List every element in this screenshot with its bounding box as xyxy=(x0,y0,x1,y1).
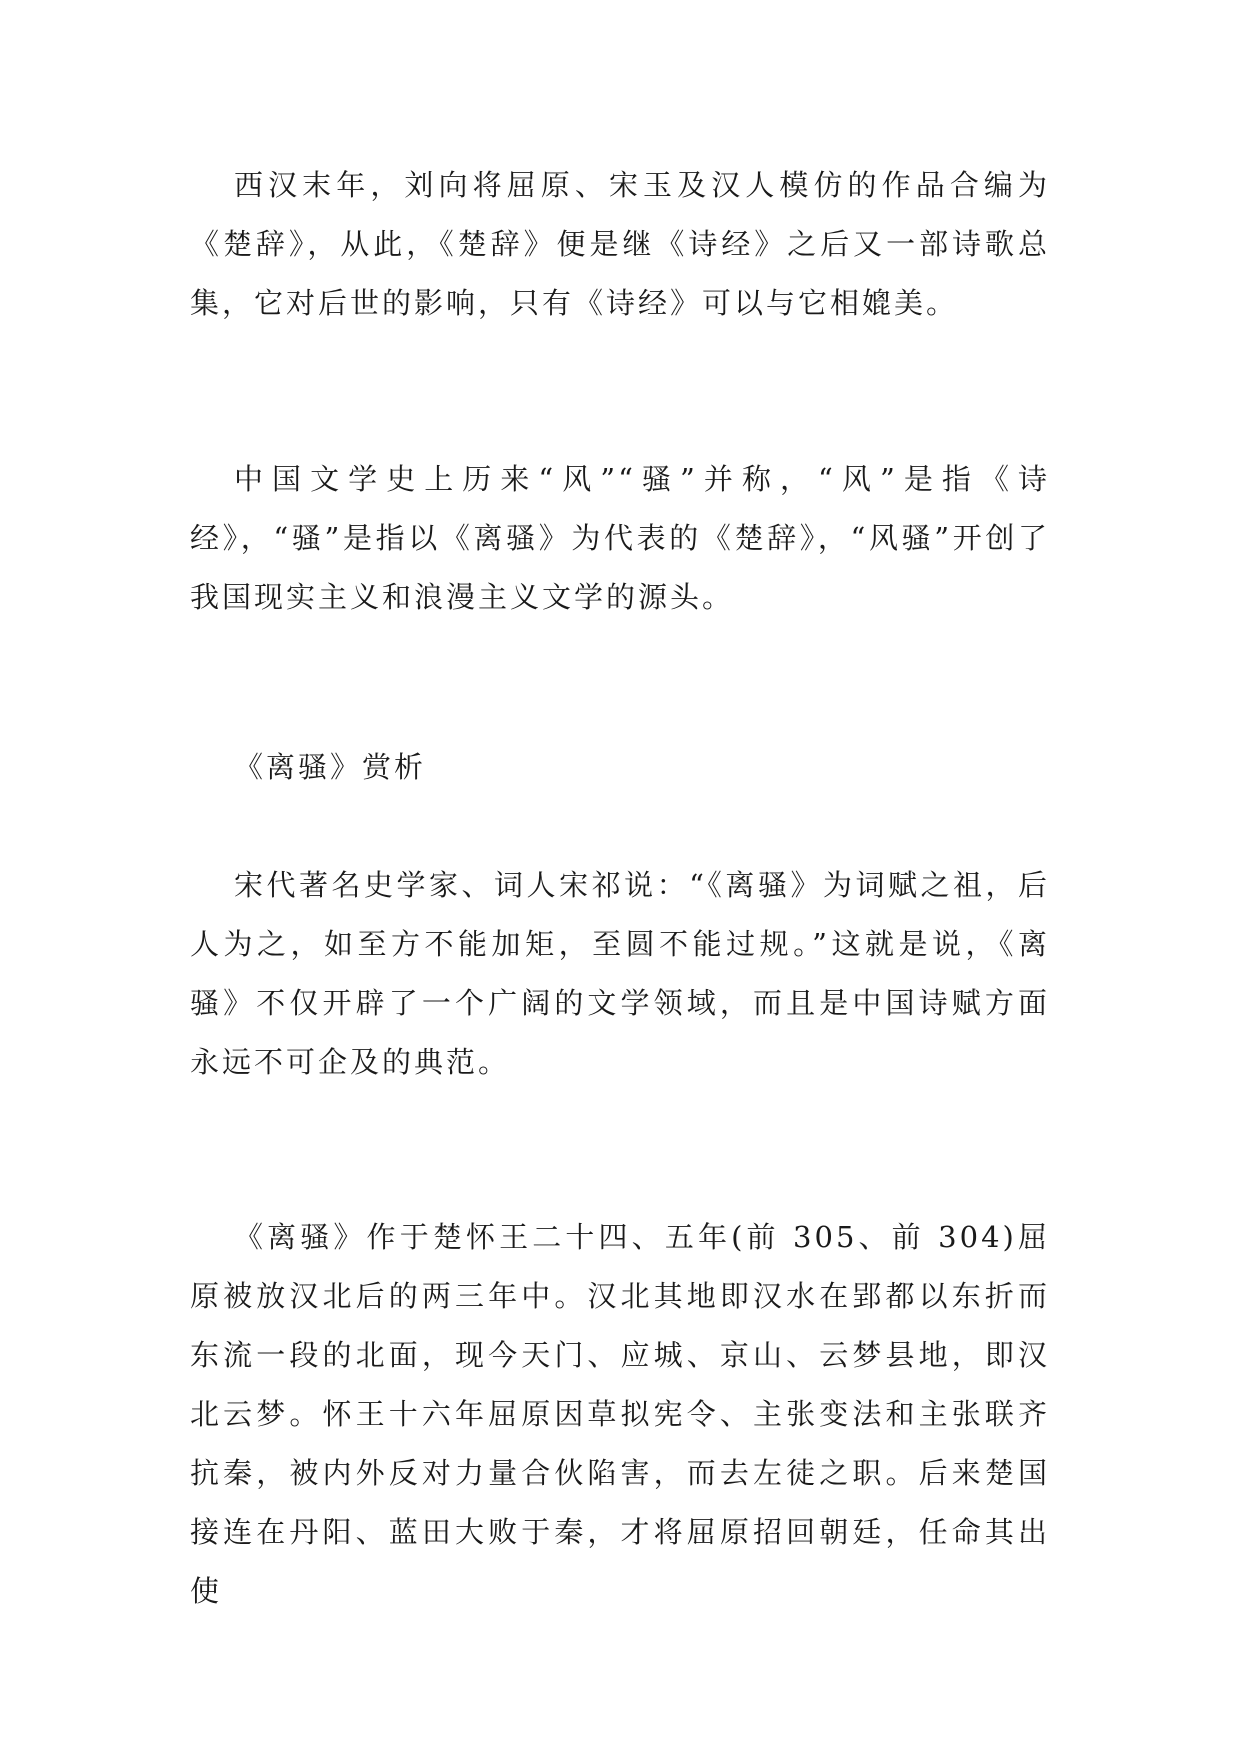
paragraph-feng-sao: 中国文学史上历来“风”“骚”并称，“风”是指《诗经》，“骚”是指以《离骚》为代表的《楚辞》，“风骚”开创了我国现实主义和浪漫主义文学的源头。 xyxy=(190,462,1050,614)
section-heading: 《离骚》赏析 xyxy=(234,750,427,784)
paragraph-chuci-compilation: 西汉末年，刘向将屈原、宋玉及汉人模仿的作品合编为《楚辞》，从此，《楚辞》便是继《诗经》之后又一部诗歌总集，它对后世的影响，只有《诗经》可以与它相媲美。 xyxy=(190,168,1050,320)
paragraph-song-qi-quote: 宋代著名史学家、词人宋祁说：“《离骚》为词赋之祖，后人为之，如至方不能加矩，至圆不能过规。”这就是说，《离骚》不仅开辟了一个广阔的文学领域，而且是中国诗赋方面永远不可企及的典范。 xyxy=(190,868,1050,1079)
paragraph-lisao-origin: 《离骚》作于楚怀王二十四、五年(前 305、前 304)屈原被放汉北后的两三年中。汉北其地即汉水在郢都以东折而东流一段的北面，现今天门、应城、京山、云梦县地，即汉北云梦。怀王十六年屈原因草拟宪令、主张变法和主张联齐抗秦，被内外反对力量合伙陷害，而去左徒之职。后来楚国接连在丹阳、蓝田大败于秦，才将屈原招回朝廷，任命其出使 xyxy=(190,1220,1050,1608)
